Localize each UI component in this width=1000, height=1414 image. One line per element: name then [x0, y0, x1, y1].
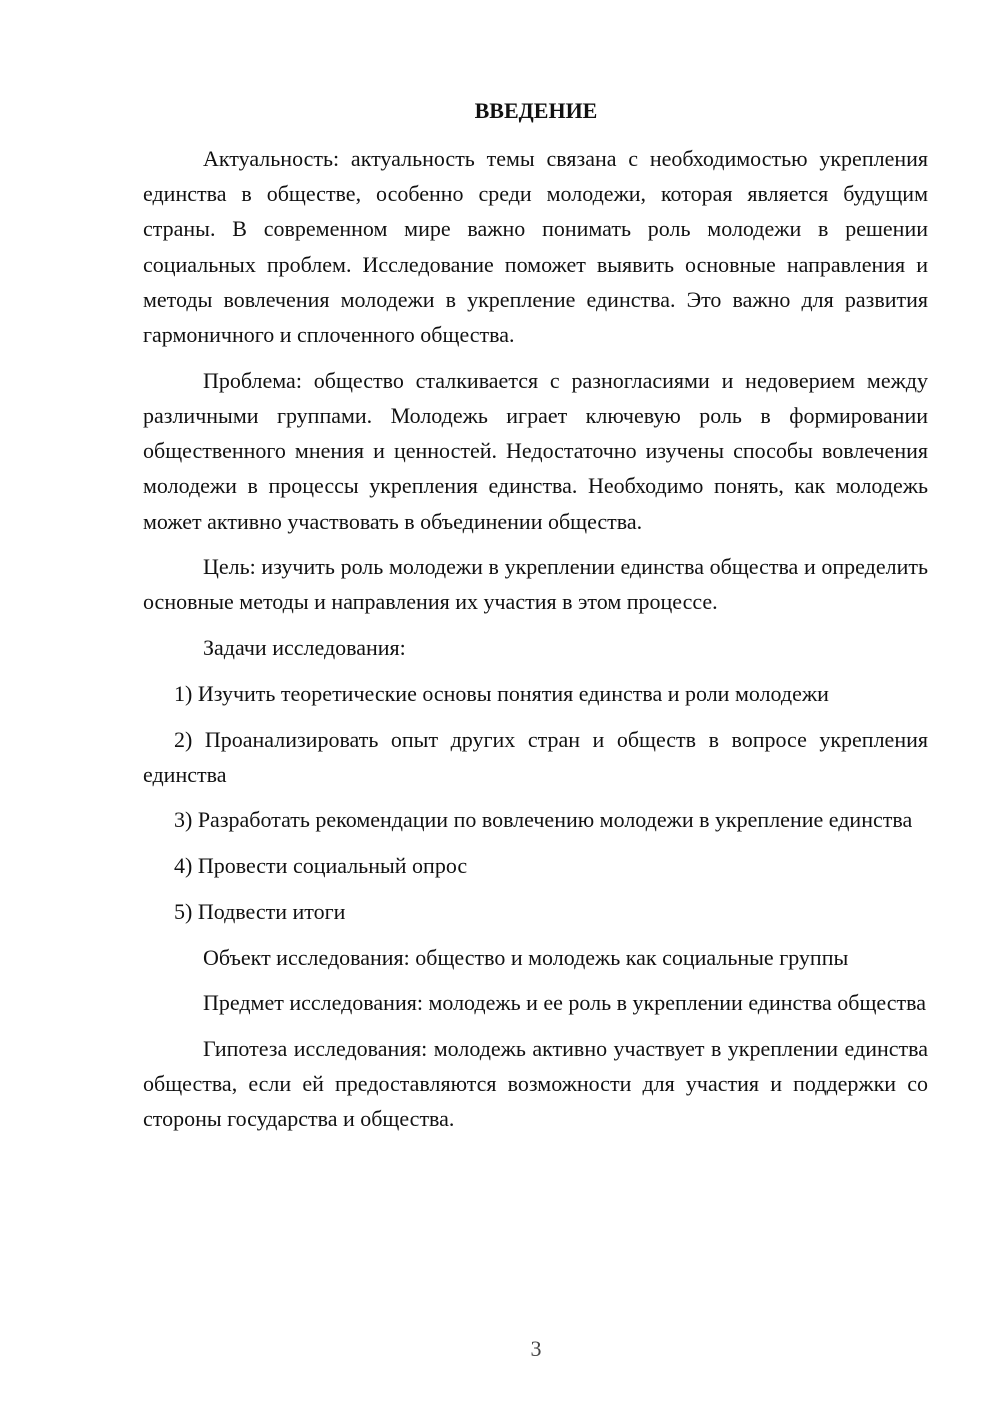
object-paragraph: Объект исследования: общество и молодежь как социальные группы — [203, 944, 849, 970]
body-text — [143, 141, 928, 1147]
task-item: 1) Изучить теоретические основы понятия единства и роли молодежи — [174, 680, 829, 706]
task-item: 2) Проанализировать опыт других стран и обществ в вопросе укрепления единства — [143, 726, 928, 787]
section-title: ВВЕДЕНИЕ — [474, 98, 598, 123]
problem-paragraph: Проблема: общество сталкивается с разногласиями и недоверием между различными группами. Молодежь играет ключевую роль в формировании общественного мнения и ценностей. Недостаточно изучены способы вовлечения молодежи в процессы укрепления единства. Необходимо понять, как молодежь может активно участвовать в объединении общества. — [143, 367, 928, 534]
task-item: 5) Подвести итоги — [174, 898, 346, 924]
tasks-heading: Задачи исследования: — [203, 635, 406, 661]
task-item: 3) Разработать рекомендации по вовлечению молодежи в укрепление единства — [174, 807, 913, 833]
relevance-paragraph: Актуальность: актуальность темы связана с необходимостью укрепления единства в обществе, особенно среди молодежи, которая является будущим страны. В современном мире важно понимать роль молодежи в решении социальных проблем. Исследование поможет выявить основные направления и методы вовлечения молодежи в укрепление единства. Это важно для развития гармоничного и сплоченного общества. — [143, 146, 928, 348]
task-item: 4) Провести социальный опрос — [174, 853, 468, 879]
subject-paragraph: Предмет исследования: молодежь и ее роль в укреплении единства общества — [203, 990, 926, 1016]
goal-paragraph: Цель: изучить роль молодежи в укреплении единства общества и определить основные методы и направления их участия в этом процессе. — [143, 554, 928, 615]
page-number: 3 — [530, 1336, 542, 1361]
hypothesis-paragraph: Гипотеза исследования: молодежь активно участвует в укреплении единства общества, если ей предоставляются возможности для участия и поддержки со стороны государства и общества. — [143, 1035, 928, 1132]
